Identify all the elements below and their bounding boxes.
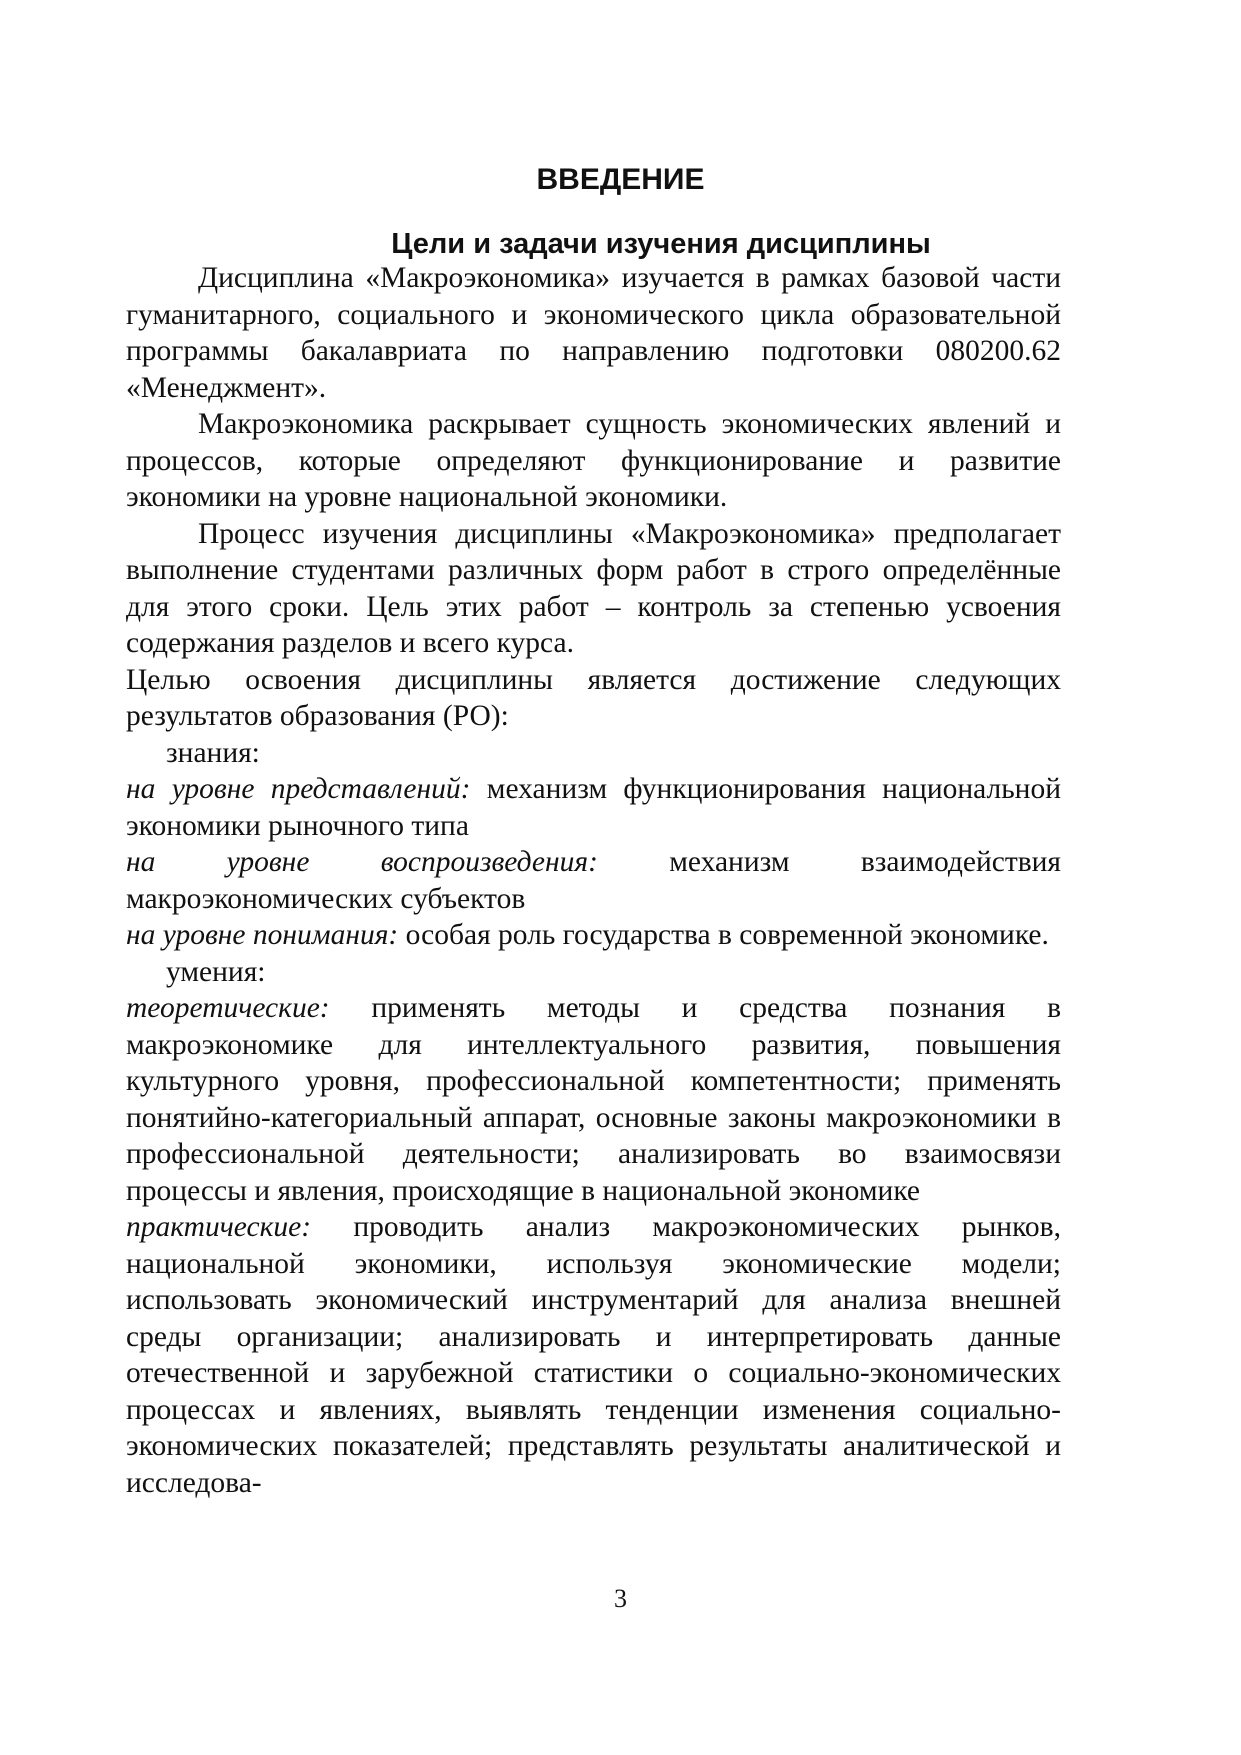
- skills-level: практические:: [126, 1211, 312, 1243]
- section-subtitle: Цели и задачи изучения дисциплины: [391, 228, 931, 260]
- skills-level: теоретические:: [126, 992, 330, 1024]
- knowledge-item: [126, 917, 1061, 954]
- paragraph-study-process: Процесс изучения дисциплины «Макроэкономика» предполагает выполнение студентами различных форм работ в строго определённые для этого сроки. Цель этих работ – контроль за степенью усвоения содержания разделов и всего курса.: [126, 517, 1061, 659]
- page-number: 3: [614, 1584, 627, 1613]
- page-title: ВВЕДЕНИЕ: [536, 163, 705, 196]
- paragraph-discipline-intro: Дисциплина «Макроэкономика» изучается в рамках базовой части гуманитарного, социального и экономического цикла образовательной программы бакалавриата по направлению подготовки 080200.62 «Менеджмент».: [126, 262, 1061, 404]
- knowledge-label: знания:: [166, 736, 260, 769]
- skills-label: умения:: [166, 955, 266, 988]
- skills-text: проводить анализ макроэкономических рынков, национальной экономики, используя экономические модели; использовать экономический инструментарий для анализа внешней среды организации; анализировать и интерпретировать данные отечественной и зарубежной статистики о социально-экономических процессах и явлениях, выявлять тенденции изменения социально-экономических показателей; представлять результаты аналитической и исследова-: [126, 1211, 1061, 1499]
- body-text: [126, 260, 1061, 1501]
- skills-text: применять методы и средства познания в макроэкономике для интеллектуального развития, повышения культурного уровня, профессиональной компетентности; применять понятийно-категориальный аппарат, основные законы макроэкономики в профессиональной деятельности; анализировать во взаимосвязи процессы и явления, происходящие в национальной экономике: [126, 992, 1061, 1207]
- paragraph-macroeconomics-essence: Макроэкономика раскрывает сущность экономических явлений и процессов, которые определяют функционирование и развитие экономики на уровне национальной экономики.: [126, 408, 1061, 513]
- knowledge-item: [126, 771, 1061, 844]
- knowledge-text: механизм функционирования национальной экономики рыночного типа: [126, 773, 1062, 842]
- knowledge-item: [126, 844, 1061, 917]
- knowledge-text: механизм взаимодействия макроэкономических субъектов: [126, 846, 1062, 915]
- skills-item: [126, 1209, 1061, 1501]
- knowledge-level: на уровне представлений:: [126, 773, 471, 805]
- knowledge-level: на уровне воспроизведения:: [126, 846, 598, 878]
- paragraph-learning-goals: Целью освоения дисциплины является достижение следующих результатов образования (РО):: [126, 663, 1061, 732]
- knowledge-text: особая роль государства в современной экономике.: [398, 919, 1049, 951]
- skills-item: [126, 990, 1061, 1209]
- knowledge-level: на уровне понимания:: [126, 919, 399, 951]
